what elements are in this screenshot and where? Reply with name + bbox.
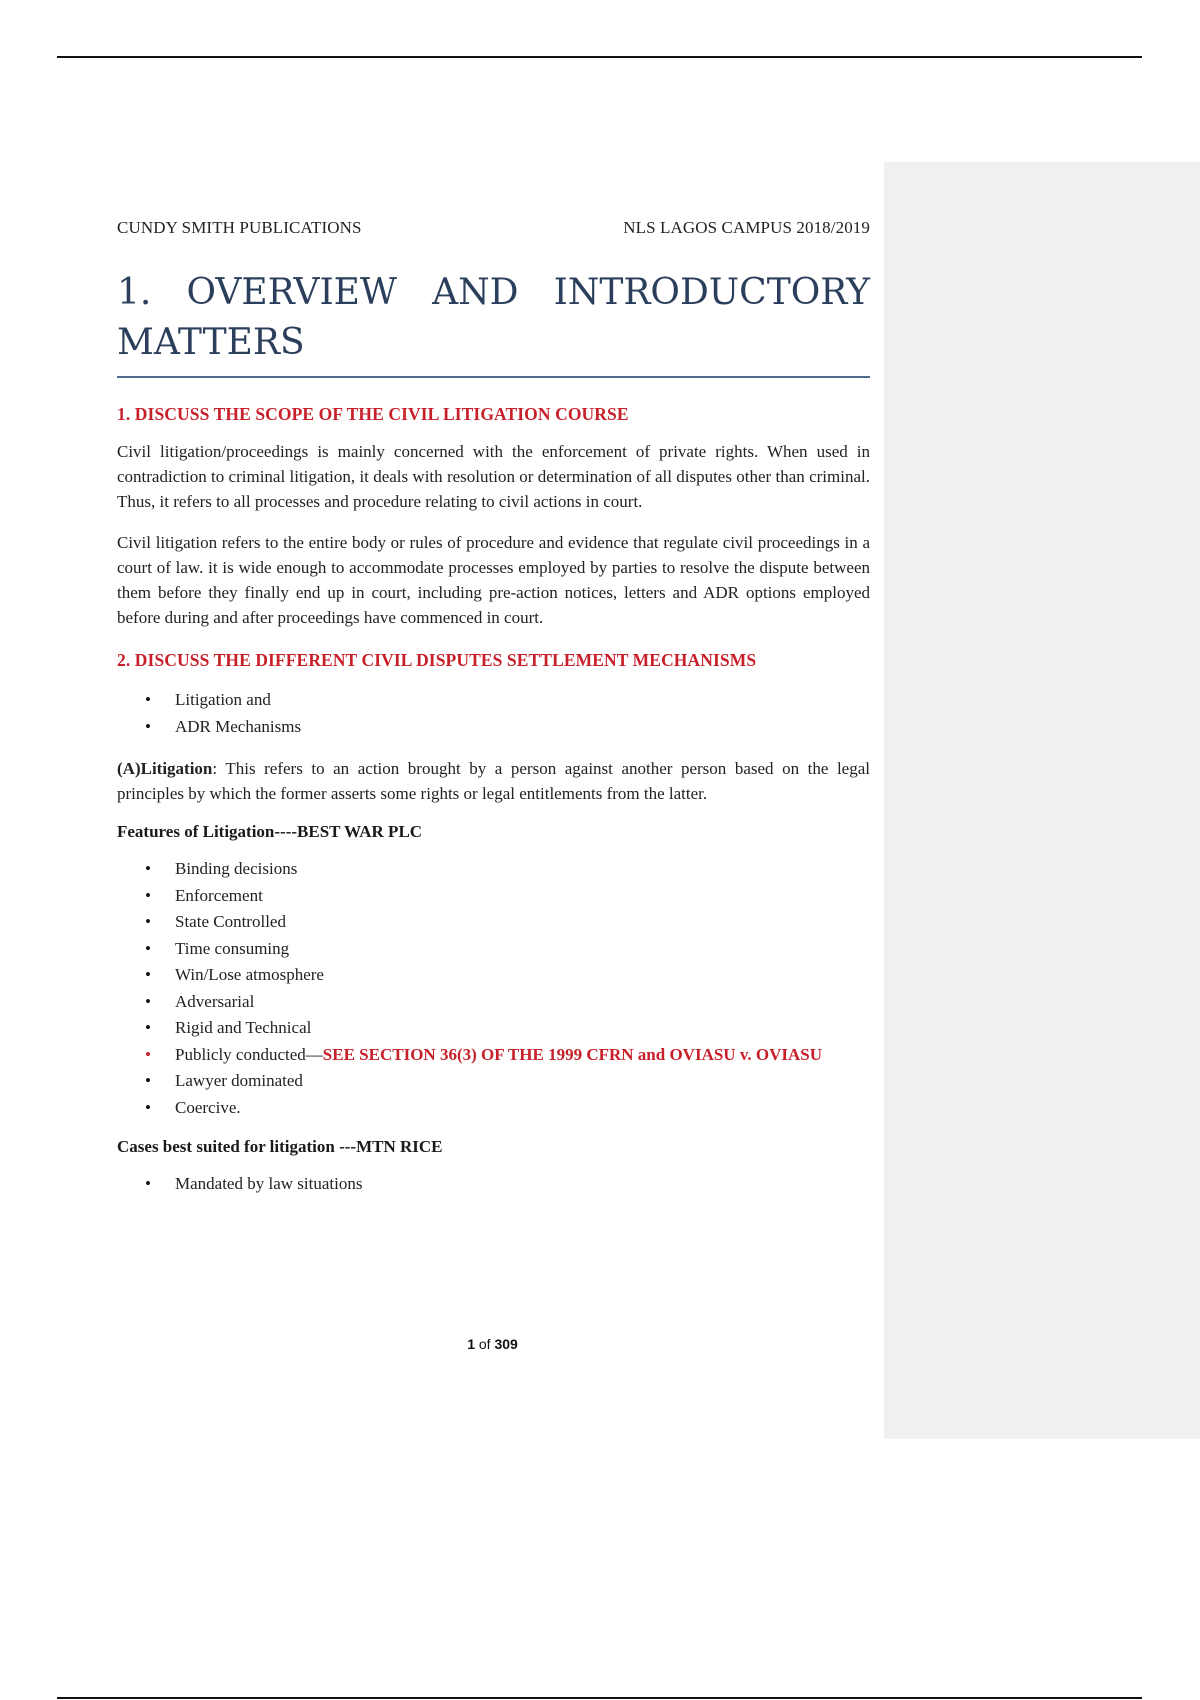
paragraph: Civil litigation/proceedings is mainly concerned with the enforcement of private rights. When used in contradiction to criminal litigation, it deals with resolution or determination of all disputes other than criminal. Thus, it refers to all processes and procedure relating to civil actions in court.: [117, 442, 870, 511]
page-total: 309: [494, 1336, 518, 1352]
title-word: 1.: [117, 272, 152, 313]
mechanisms-list: [117, 687, 870, 740]
list-item: • ADR Mechanisms: [145, 714, 870, 741]
page-current: 1: [467, 1336, 475, 1352]
list-item: • Adversarial: [145, 989, 870, 1016]
list-item: • Win/Lose atmosphere: [145, 962, 870, 989]
title-word: INTRODUCTORY: [553, 272, 870, 313]
document-page: [117, 218, 870, 1198]
litigation-label: (A)Litigation: [117, 759, 213, 778]
question-heading-2: 2. DISCUSS THE DIFFERENT CIVIL DISPUTES SETTLEMENT MECHANISMS: [117, 650, 757, 670]
list-item: • State Controlled: [145, 909, 870, 936]
legal-reference: SEE SECTION 36(3) OF THE 1999 CFRN and OVIASU v. OVIASU: [322, 1044, 823, 1064]
features-list: [117, 856, 870, 1121]
chapter-title-line1: [117, 268, 870, 318]
list-item: • Lawyer dominated: [145, 1068, 870, 1095]
paragraph: Civil litigation refers to the entire body or rules of procedure and evidence that regulate civil proceedings in a court of law. it is wide enough to accommodate processes employed by parties to resolve the dispute between them before they finally end up in court, including pre-action notices, letters and ADR options employed before during and after proceedings have commenced in court.: [117, 533, 870, 627]
header-left: CUNDY SMITH PUBLICATIONS: [117, 218, 362, 237]
litigation-definition: [117, 756, 870, 806]
comment-pane: [884, 162, 1200, 1439]
list-item: • Binding decisions: [145, 856, 870, 883]
chapter-title-line2: MATTERS: [117, 322, 305, 363]
publicly-prefix: Publicly conducted—: [175, 1044, 323, 1064]
title-word: OVERVIEW: [186, 272, 397, 313]
list-item: • Coercive.: [145, 1095, 870, 1122]
cases-heading: Cases best suited for litigation ---MTN RICE: [117, 1137, 443, 1156]
list-item-publicly-conducted: [145, 1042, 870, 1069]
question-heading-1: 1. DISCUSS THE SCOPE OF THE CIVIL LITIGATION COURSE: [117, 404, 629, 424]
page-number: [0, 1336, 985, 1352]
top-rule: [57, 56, 1142, 58]
litigation-text: : This refers to an action brought by a person against another person based on the legal principles by which the former asserts some rights or legal entitlements from the latter.: [117, 759, 870, 803]
bottom-rule: [57, 1697, 1142, 1699]
chapter-title: [117, 268, 870, 378]
features-heading: Features of Litigation----BEST WAR PLC: [117, 822, 423, 841]
list-item: • Time consuming: [145, 936, 870, 963]
header-right: NLS LAGOS CAMPUS 2018/2019: [623, 218, 870, 237]
title-word: AND: [432, 272, 519, 313]
page-of: of: [478, 1336, 491, 1352]
list-item: • Enforcement: [145, 883, 870, 910]
list-item: • Mandated by law situations: [145, 1171, 870, 1198]
list-item: • Rigid and Technical: [145, 1015, 870, 1042]
list-item: • Litigation and: [145, 687, 870, 714]
cases-list: [117, 1171, 870, 1198]
running-header: [117, 218, 870, 238]
